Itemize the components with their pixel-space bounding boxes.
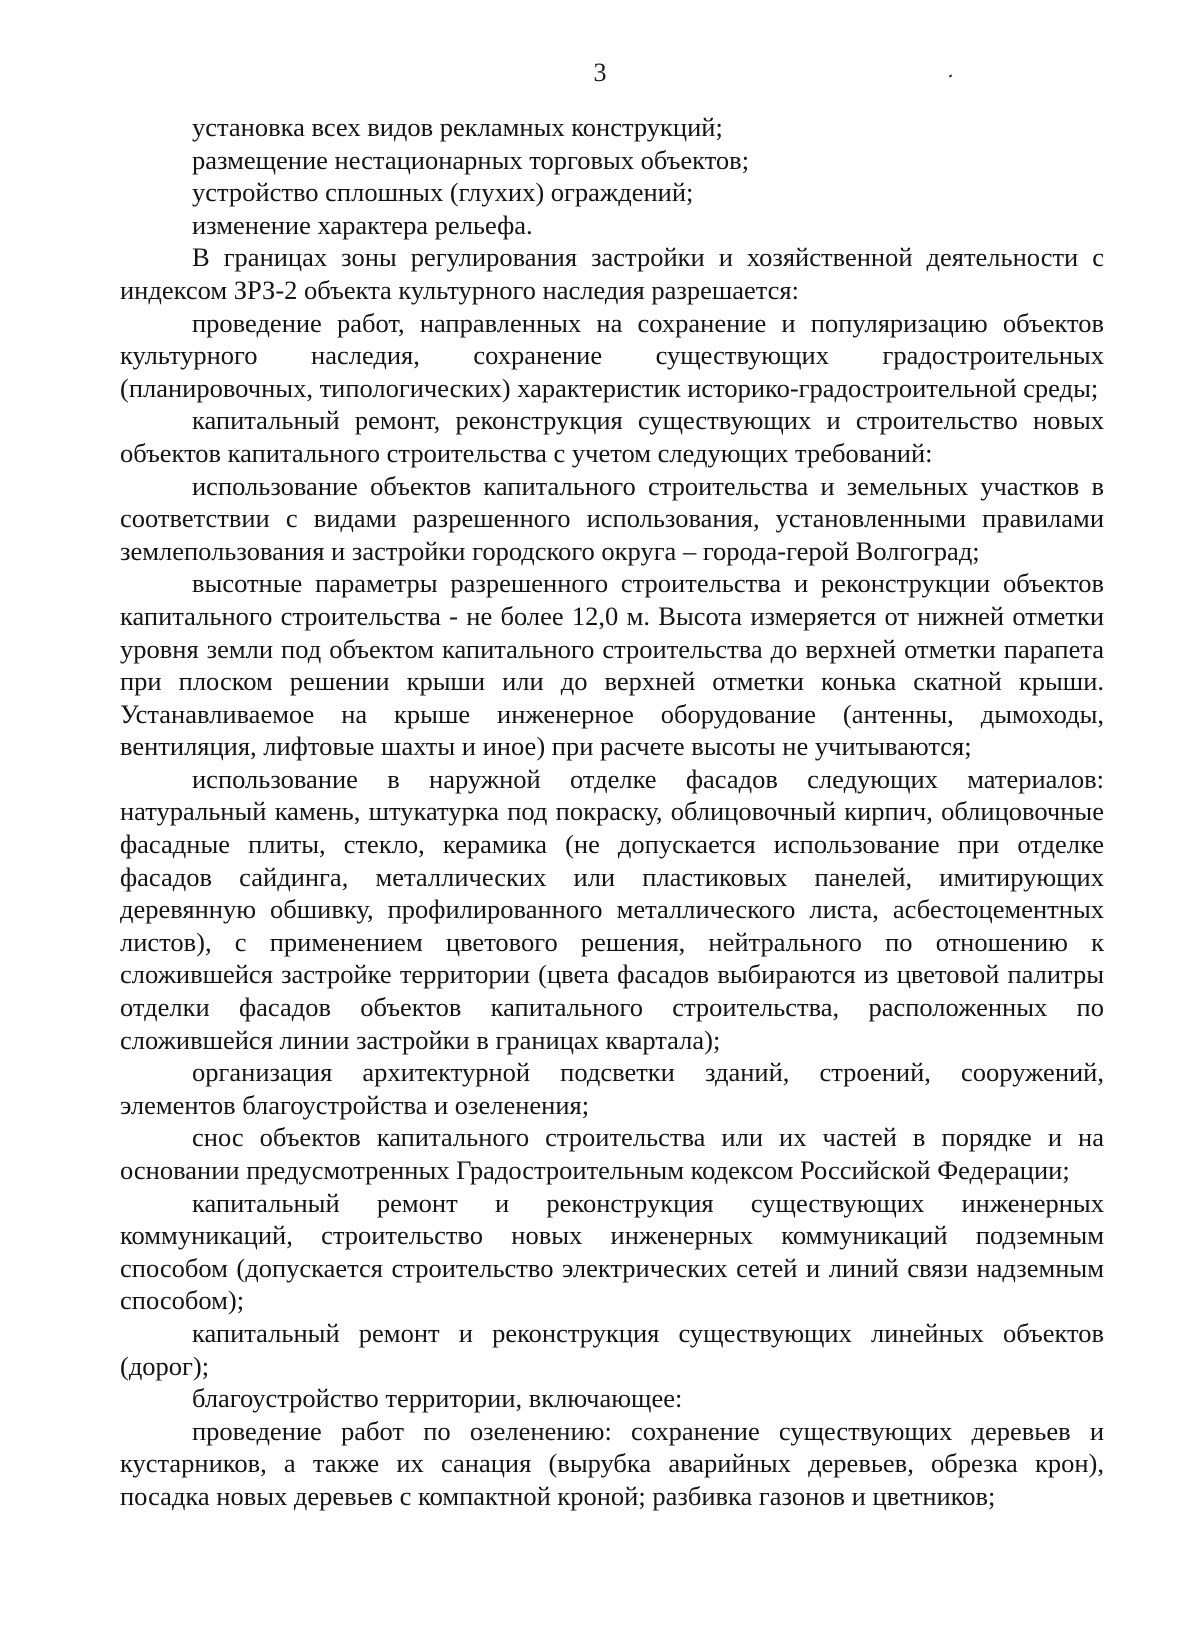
paragraph: проведение работ, направленных на сохранение и популяризацию объектов культурного наследия, сохранение существующих градостроительных (планировочных, типологических) характеристик историко-градостроительной среды; xyxy=(120,307,1104,403)
paragraph: капитальный ремонт и реконструкция существующих инженерных коммуникаций, строительство новых инженерных коммуникаций подземным способом (допускается строительство электрических сетей и линий связи надземным способом); xyxy=(120,1187,1104,1316)
paragraph: установка всех видов рекламных конструкций; xyxy=(192,112,723,142)
paragraph: высотные параметры разрешенного строительства и реконструкции объектов капитального строительства - не более 12,0 м. Высота измеряется от нижней отметки уровня земли под объектом капитального строительства до верхней отметки парапета при плоском решении крыши или до верхней отметки конька скатной крыши. Устанавливаемое на крыше инженерное оборудование (антенны, дымоходы, вентиляция, лифтовые шахты и иное) при расчете высоты не учитываются; xyxy=(120,568,1104,762)
paragraph: В границах зоны регулирования застройки и хозяйственной деятельности с индексом ЗРЗ-2 объекта культурного наследия разрешается: xyxy=(120,242,1104,305)
paragraph: использование объектов капитального строительства и земельных участков в соответствии с видами разрешенного использования, установленными правилами землепользования и застройки городского округа – города-герой Волгоград; xyxy=(120,470,1104,566)
document-body xyxy=(120,111,1104,1513)
paragraph: устройство сплошных (глухих) ограждений; xyxy=(192,177,694,208)
page-number: 3 xyxy=(593,58,607,87)
paragraph: проведение работ по озеленению: сохранение существующих деревьев и кустарников, а также их санация (вырубка аварийных деревьев, обрезка крон), посадка новых деревьев с компактной кроной; разбивка газонов и цветников; xyxy=(120,1415,1104,1511)
paragraph: снос объектов капитального строительства или их частей в порядке и на основании предусмотренных Градостроительным кодексом Российской Федерации; xyxy=(120,1122,1104,1185)
paragraph: размещение нестационарных торговых объектов; xyxy=(192,144,750,175)
paragraph: изменение характера рельефа. xyxy=(192,209,533,240)
paragraph: использование в наружной отделке фасадов следующих материалов: натуральный камень, штукатурка под покраску, облицовочный кирпич, облицовочные фасадные плиты, стекло, керамика (не допускается использование при отделке фасадов сайдинга, металлических или пластиковых панелей, имитирующих деревянную обшивку, профилированного металлического листа, асбестоцементных листов), с применением цветового решения, нейтрального по отношению к сложившейся застройке территории (цвета фасадов выбираются из цветовой палитры отделки фасадов объектов капитального строительства, расположенных по сложившейся линии застройки в границах квартала); xyxy=(120,763,1104,1055)
paragraph: капитальный ремонт, реконструкция существующих и строительство новых объектов капитального строительства с учетом следующих требований: xyxy=(120,405,1104,468)
paragraph: организация архитектурной подсветки зданий, строений, сооружений, элементов благоустройства и озеленения; xyxy=(120,1057,1104,1120)
paragraph: благоустройство территории, включающее: xyxy=(192,1383,683,1414)
paragraph: капитальный ремонт и реконструкция существующих линейных объектов (дорог); xyxy=(120,1317,1104,1381)
